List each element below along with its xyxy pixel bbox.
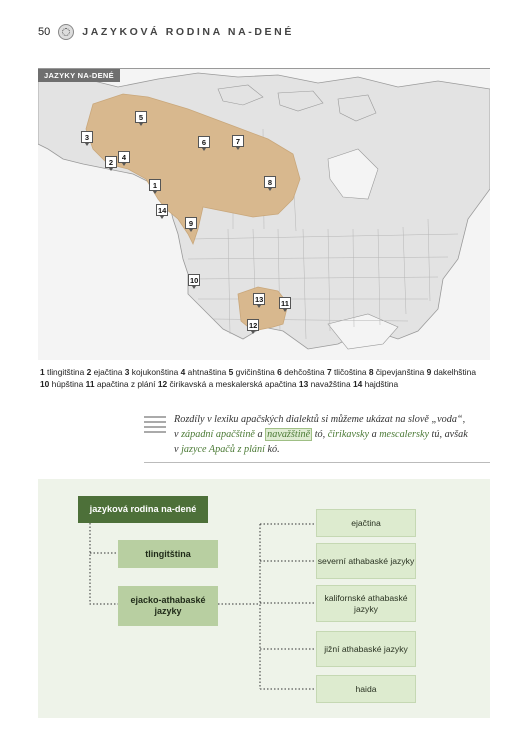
map-marker-5: 5 bbox=[135, 111, 147, 123]
map-tag: JAZYKY NA-DENÉ bbox=[38, 69, 120, 82]
language-map bbox=[38, 68, 490, 360]
map-marker-3: 3 bbox=[81, 131, 93, 143]
note-text: Rozdíly v lexiku apačských dialektů si můžeme ukázat na slově „voda“, v západní apačštině a navažštině tó, čirikavsky a mescalersky tú, avšak v jazyce Apačů z plání kó. bbox=[174, 414, 468, 455]
map-marker-13: 13 bbox=[255, 295, 264, 304]
map-legend bbox=[40, 366, 490, 390]
map-marker-9: 9 bbox=[185, 217, 197, 229]
node-tlingit: tlingitština bbox=[118, 540, 218, 568]
node-leaf-3: kalifornské athabaské jazyky bbox=[316, 585, 416, 622]
map-marker-1: 1 bbox=[149, 179, 161, 191]
map-marker-2: 2 bbox=[105, 156, 117, 168]
node-root: jazyková rodina na-dené bbox=[78, 496, 208, 523]
map-marker-8: 8 bbox=[264, 176, 276, 188]
map-marker-7: 7 bbox=[232, 135, 244, 147]
map-marker-6: 6 bbox=[198, 136, 210, 148]
legend-line-1: 1 tlingitština 2 ejačtina 3 kojukonština 4 ahtnaština 5 gvičinština 6 dehčoština 7 tličoština 8 čipevjanština 9 dakelhština bbox=[40, 367, 476, 377]
family-tree-diagram bbox=[38, 479, 490, 718]
map-marker-10: 10 bbox=[190, 276, 199, 285]
map-marker-4: 4 bbox=[118, 151, 130, 163]
map-marker-14: 14 bbox=[158, 206, 167, 215]
node-leaf-4: jižní athabaské jazyky bbox=[316, 631, 416, 667]
map-marker-12: 12 bbox=[249, 321, 258, 330]
note-box bbox=[144, 412, 490, 463]
page-header bbox=[38, 22, 294, 42]
node-leaf-1: ejačtina bbox=[316, 509, 416, 537]
map-graphic bbox=[38, 69, 490, 360]
node-leaf-5: haida bbox=[316, 675, 416, 703]
legend-line-2: 10 húpština 11 apačtina z plání 12 čirikavská a meskalerská apačtina 13 navažština 14 hajdština bbox=[40, 379, 399, 389]
chapter-emblem-icon bbox=[58, 24, 74, 40]
page-number: 50 bbox=[38, 26, 51, 38]
node-leaf-2: severní athabaské jazyky bbox=[316, 543, 416, 579]
chapter-title: JAZYKOVÁ RODINA NA-DENÉ bbox=[82, 26, 294, 38]
note-lines-icon bbox=[144, 416, 166, 436]
node-ejacko-athabaske: ejacko-athabaské jazyky bbox=[118, 586, 218, 626]
map-marker-11: 11 bbox=[279, 297, 291, 309]
